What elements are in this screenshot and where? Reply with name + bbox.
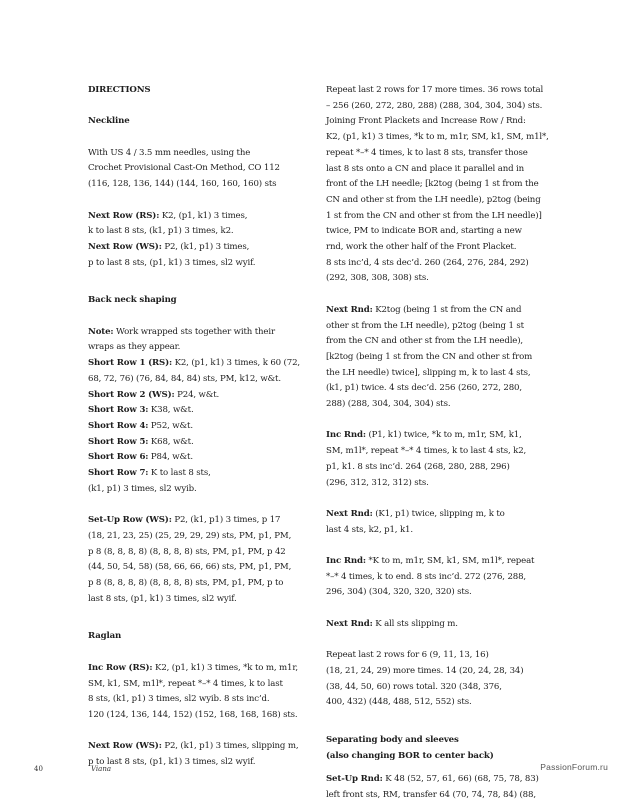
- next-rnd-1-line: [k2tog (being 1 st from the CN and other st from: [326, 351, 533, 362]
- watermark: PassionForum.ru: [540, 762, 608, 772]
- page-number: 40: [34, 765, 43, 773]
- left-column: [88, 83, 316, 771]
- joining-line: twice, PM to indicate BOR and, starting a new: [326, 226, 522, 237]
- joining-line: repeat *–* 4 times, k to last 8 sts, transfer those: [326, 147, 528, 158]
- joining-line: last 8 sts onto a CN and place it parallel and in: [326, 163, 524, 174]
- magazine-name: Viana: [91, 765, 112, 773]
- row-text: P2, (k1, p1) 3 times,: [161, 241, 250, 252]
- directions-title: DIRECTIONS: [88, 85, 151, 95]
- joining-line: 8 sts inc’d, 4 sts dec’d. 260 (264, 276, 284, 292): [326, 257, 529, 268]
- separating-subheading: (also changing BOR to center back): [326, 750, 494, 761]
- joining-line: (292, 308, 308, 308) sts.: [326, 273, 429, 284]
- joining-line: CN and other st from the LH needle), p2tog (being: [326, 194, 541, 205]
- raglan-next-row-line2: p to last 8 sts, (p1, k1) 3 times, sl2 wyif.: [88, 757, 256, 768]
- neckline-intro-line: Crochet Provisional Cast-On Method, CO 112: [88, 163, 280, 174]
- neckline-row-rs-line2: k to last 8 sts, (k1, p1) 3 times, k2.: [88, 226, 234, 237]
- next-rnd-1-line: from the CN and other st from the LH needle),: [326, 336, 524, 347]
- setup-row-line: (44, 50, 54, 58) (58, 66, 66, 66) sts, PM, p1, PM,: [88, 562, 292, 573]
- short-row-5: Short Row 5: K68, w&t.: [88, 436, 194, 447]
- neckline-row-ws: [88, 240, 316, 256]
- inc-rnd-2-line: *–* 4 times, k to end. 8 sts inc’d. 272 (276, 288,: [326, 571, 527, 582]
- raglan-inc-line: SM, k1, SM, m1l*, repeat *–* 4 times, k to last: [88, 678, 283, 689]
- inc-rnd-1-line: SM, m1l*, repeat *–* 4 times, k to last 4 sts, k2,: [326, 446, 527, 457]
- setup-rnd: Set-Up Rnd: K 48 (52, 57, 61, 66) (68, 75, 78, 83): [326, 774, 539, 785]
- setup-row-line: p 8 (8, 8, 8, 8) (8, 8, 8, 8) sts, PM, p1, PM, p 42: [88, 546, 286, 557]
- neckline-intro-line: (116, 128, 136, 144) (144, 160, 160, 160) sts: [88, 179, 277, 190]
- next-rnd-2: Next Rnd: (K1, p1) twice, slipping m, k to: [326, 508, 505, 519]
- row-label: Next Row (WS):: [88, 241, 162, 252]
- joining-line: Joining Front Plackets and Increase Row / Rnd:: [326, 116, 526, 127]
- inc-rnd-2-line: 296, 304) (304, 320, 320, 320) sts.: [326, 587, 472, 598]
- next-rnd-1-line: (k1, p1) twice. 4 sts dec’d. 256 (260, 272, 280,: [326, 383, 522, 394]
- separating-heading: Separating body and sleeves: [326, 735, 459, 746]
- back-neck-heading: Back neck shaping: [88, 295, 177, 306]
- raglan-inc-line: 120 (124, 136, 144, 152) (152, 168, 168, 168) sts.: [88, 709, 298, 720]
- joining-line: Repeat last 2 rows for 17 more times. 36 rows total: [326, 85, 544, 95]
- short-row-3: Short Row 3: K38, w&t.: [88, 405, 194, 416]
- setup-row: Set-Up Row (WS): P2, (k1, p1) 3 times, p 17: [88, 515, 281, 526]
- inc-rnd-2: Inc Rnd: *K to m, m1r, SM, k1, SM, m1l*, repeat: [326, 556, 535, 567]
- note-line: wraps as they appear.: [88, 342, 181, 353]
- joining-line: K2, (p1, k1) 3 times, *k to m, m1r, SM, k1, SM, m1l*,: [326, 132, 549, 143]
- raglan-next-row: Next Row (WS): P2, (k1, p1) 3 times, slipping m,: [88, 741, 299, 752]
- joining-line: front of the LH needle; [k2tog (being 1 st from the: [326, 179, 539, 190]
- inc-rnd-1-line: p1, k1. 8 sts inc’d. 264 (268, 280, 288, 296): [326, 461, 510, 472]
- note-label: Note:: [88, 326, 114, 337]
- row-label: Next Row (RS):: [88, 210, 160, 221]
- inc-rnd-1: Inc Rnd: (P1, k1) twice, *k to m, m1r, SM, k1,: [326, 430, 522, 441]
- next-rnd-1-line: 288) (288, 304, 304, 304) sts.: [326, 399, 451, 410]
- short-row-7: Short Row 7: K to last 8 sts,: [88, 468, 211, 479]
- raglan-inc-row: Inc Row (RS): K2, (p1, k1) 3 times, *k to m, m1r,: [88, 662, 298, 673]
- short-row-4: Short Row 4: P52, w&t.: [88, 421, 193, 431]
- setup-row-line: p 8 (8, 8, 8, 8) (8, 8, 8, 8) sts, PM, p1, PM, p to: [88, 578, 284, 589]
- repeat-line: 400, 432) (448, 488, 512, 552) sts.: [326, 697, 472, 708]
- inc-rnd-1-line: (296, 312, 312, 312) sts.: [326, 477, 429, 488]
- setup-row-line: last 8 sts, (p1, k1) 3 times, sl2 wyif.: [88, 593, 237, 604]
- joining-line: 1 st from the CN and other st from the LH needle)]: [326, 210, 542, 221]
- repeat-line: (38, 44, 50, 60) rows total. 320 (348, 376,: [326, 681, 502, 692]
- repeat-line: (18, 21, 24, 29) more times. 14 (20, 24, 28, 34): [326, 665, 524, 676]
- short-row-6: Short Row 6: P84, w&t.: [88, 452, 193, 463]
- next-rnd-1: Next Rnd: K2tog (being 1 st from the CN and: [326, 304, 522, 315]
- repeat-line: Repeat last 2 rows for 6 (9, 11, 13, 16): [326, 650, 489, 661]
- short-row-7-line2: (k1, p1) 3 times, sl2 wyib.: [88, 483, 197, 494]
- short-row-2: Short Row 2 (WS): P24, w&t.: [88, 389, 220, 400]
- next-rnd-3: Next Rnd: K all sts slipping m.: [326, 618, 458, 629]
- setup-row-line: (18, 21, 23, 25) (25, 29, 29, 29) sts, PM, p1, PM,: [88, 530, 292, 541]
- neckline-row-rs: [88, 209, 316, 225]
- setup-rnd-line2: left front sts, RM, transfer 64 (70, 74, 78, 84) (88,: [326, 790, 536, 801]
- raglan-heading: Raglan: [88, 631, 122, 642]
- neckline-row-ws-line2: p to last 8 sts, (p1, k1) 3 times, sl2 wyif.: [88, 257, 256, 268]
- neckline-heading: Neckline: [88, 116, 130, 127]
- next-rnd-1-line: the LH needle) twice], slipping m, k to last 4 sts,: [326, 367, 531, 378]
- right-column: [326, 83, 554, 804]
- next-rnd-2-line: last 4 sts, k2, p1, k1.: [326, 524, 413, 535]
- next-rnd-1-line: other st from the LH needle), p2tog (being 1 st: [326, 320, 524, 331]
- neckline-intro-line: With US 4 / 3.5 mm needles, using the: [88, 147, 251, 158]
- joining-line: – 256 (260, 272, 280, 288) (288, 304, 304, 304) sts.: [326, 100, 543, 111]
- row-text: K2, (p1, k1) 3 times,: [159, 210, 248, 221]
- joining-line: rnd, work the other half of the Front Placket.: [326, 242, 517, 253]
- note-line: Note: Work wrapped sts together with their: [88, 326, 275, 337]
- raglan-inc-line: 8 sts, (k1, p1) 3 times, sl2 wyib. 8 sts inc’d.: [88, 694, 270, 705]
- short-row-1-line2: 68, 72, 76) (76, 84, 84, 84) sts, PM, k12, w&t.: [88, 373, 281, 384]
- short-row-1: Short Row 1 (RS): K2, (p1, k1) 3 times, k 60 (72,: [88, 358, 300, 369]
